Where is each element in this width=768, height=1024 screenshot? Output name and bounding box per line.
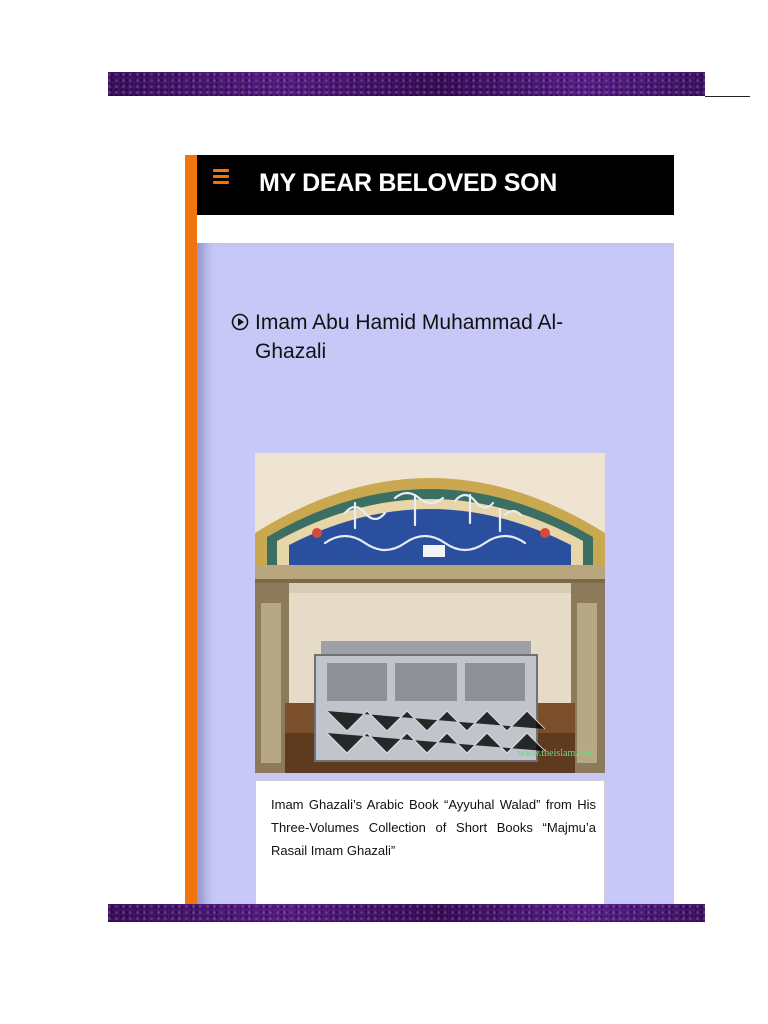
section-heading[interactable] (231, 308, 631, 366)
section-heading-text: Imam Abu Hamid Muhammad Al-Ghazali (255, 311, 564, 363)
caption-box (255, 780, 605, 905)
photo-watermark: www.theislam.com (517, 748, 595, 759)
top-rule-line (705, 96, 750, 97)
accent-bar (185, 155, 197, 905)
page-card (185, 155, 674, 905)
bottom-decorative-band (108, 904, 705, 922)
content-panel (197, 243, 674, 905)
page-title: MY DEAR BELOVED SON (259, 169, 558, 197)
tomb-photo (255, 453, 605, 773)
page-header (197, 155, 674, 215)
play-circle-icon (231, 313, 249, 331)
hamburger-menu-icon[interactable] (213, 169, 229, 183)
top-decorative-band (108, 72, 705, 96)
photo-caption: Imam Ghazali’s Arabic Book “Ayyuhal Walad” from His Three-Volumes Collection of Short Books “Majmu’a Rasail Imam Ghazali” (271, 797, 596, 858)
